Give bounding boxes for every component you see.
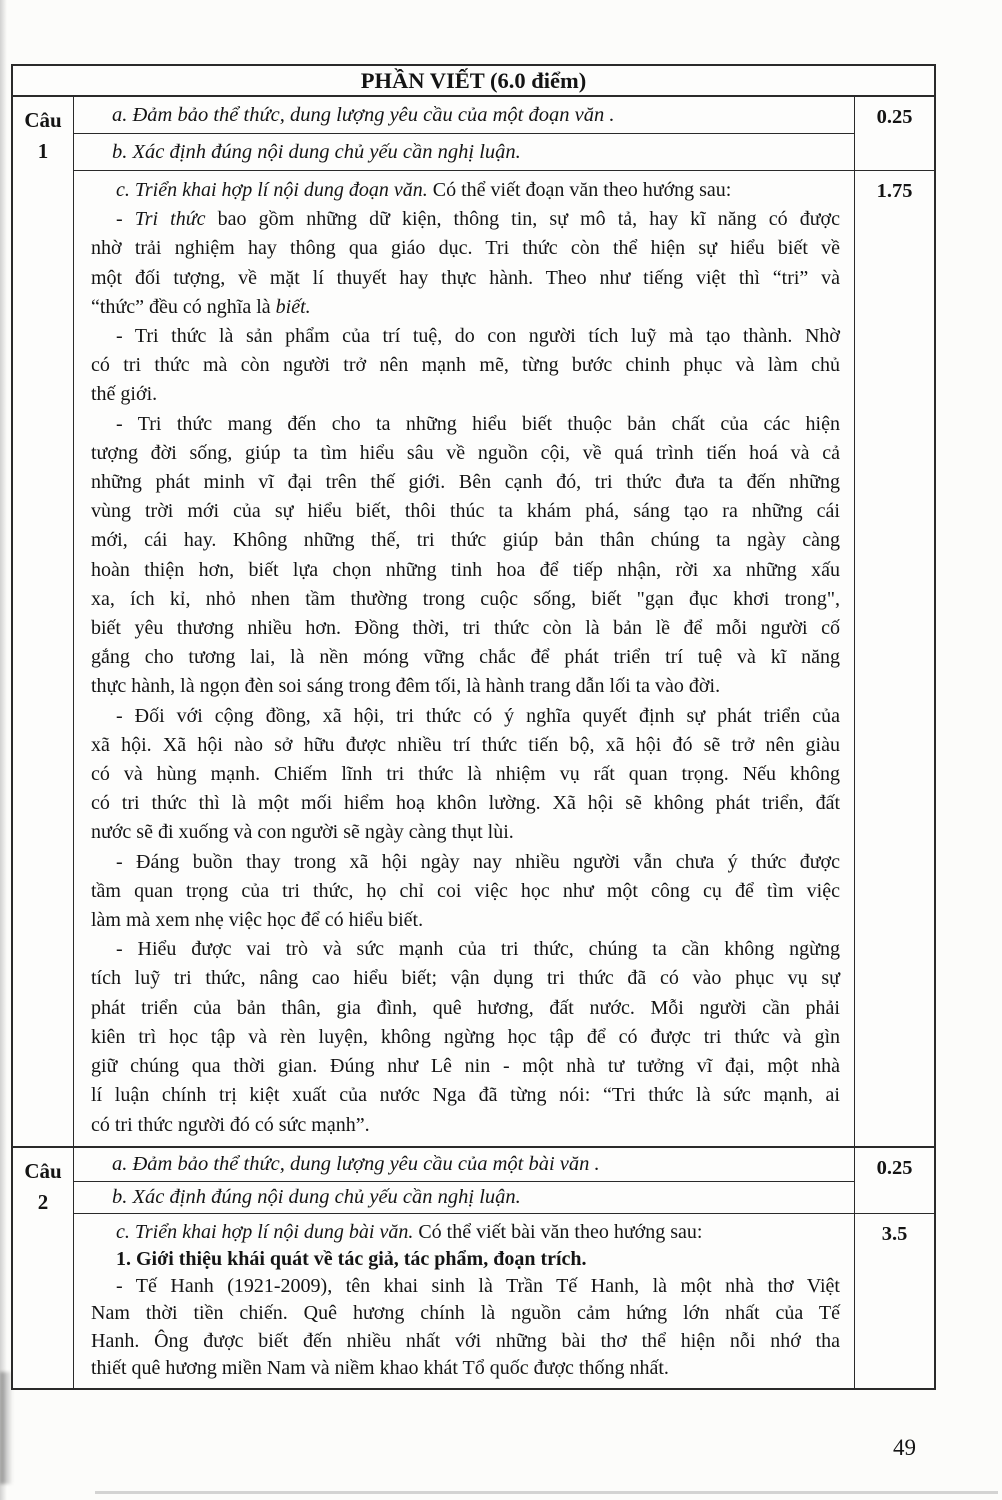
question-1-criterion-a-cell	[74, 97, 854, 134]
text-line	[91, 906, 840, 935]
text-run: tích luỹ tri thức, nâng cao hiểu biết; vận dụng tri thức đã có vào phục vụ sự	[91, 967, 840, 990]
table-header	[13, 66, 934, 97]
text-line	[91, 293, 840, 322]
text-run: những phát minh vĩ đại trên thế giới. Bên cạnh đó, tri thức đưa ta đến những	[91, 471, 840, 494]
text-run: có tri thức thì là một mối hiểm hoạ khôn lường. Xã hội sẽ không phát triển, đất	[91, 792, 840, 815]
question-2-score-ab-cell	[854, 1148, 934, 1214]
text-run: hoàn thiện hơn, biết lựa chọn những tinh hoa để tiếp nhận, rời xa những xấu	[91, 558, 840, 581]
text-line	[91, 994, 840, 1023]
text-run: - Tri thức mang đến cho ta những hiểu biết thuộc bản chất của các hiện	[116, 412, 840, 435]
text-line	[91, 468, 840, 497]
text-line	[91, 205, 840, 234]
section-title: PHẦN VIẾT (6.0 điểm)	[360, 68, 587, 93]
text-run: giữ chúng qua thời gian. Đúng như Lê nin - một nhà tư tưởng vĩ đại, một nhà	[91, 1055, 840, 1078]
text-run: - Tri thức là sản phẩm của trí tuệ, do con người tích luỹ mà tạo thành. Nhờ	[116, 325, 840, 348]
text-run: phát triển của bản thân, gia đình, quê hương, đất nước. Mỗi người cần phải	[91, 996, 840, 1019]
text-line	[91, 964, 840, 993]
text-line	[91, 672, 840, 701]
question-2-score-c-cell	[854, 1214, 934, 1388]
text-line	[91, 176, 840, 205]
text-line	[91, 1300, 840, 1327]
score-value: 0.25	[876, 106, 913, 128]
text-line	[91, 818, 840, 847]
text-run: có và hùng mạnh. Chiếm lĩnh tri thức là nhiệm vụ rất quan trọng. Nếu không	[91, 763, 840, 786]
question-2-label-cell	[13, 1148, 74, 1388]
question-1-block	[13, 97, 934, 1148]
text-line	[91, 848, 840, 877]
text-run: lí luận chính trị kiệt xuất của nước Nga đã từng nói: “Tri thức là sức mạnh, ai	[91, 1084, 840, 1107]
text-run: kiên trì học tập và rèn luyện, không ngừng học tập để có được tri thức và gìn	[91, 1025, 840, 1048]
text-line	[91, 1052, 840, 1081]
text-line	[91, 1273, 840, 1300]
question-2-block	[13, 1148, 934, 1388]
score-value: 1.75	[876, 180, 913, 202]
text-run: - Đáng buồn thay trong xã hội ngày nay nhiều người vẫn chưa ý thức được	[116, 850, 840, 873]
text-line	[91, 439, 840, 468]
question-1-score-ab-cell	[854, 97, 934, 171]
text-line	[91, 351, 840, 380]
text-run: - Đối với cộng đồng, xã hội, tri thức có ý nghĩa quyết định sự phát triển của	[116, 704, 840, 727]
text-run: “thức” đều có nghĩa là	[91, 295, 276, 318]
question-2-criterion-c-cell	[74, 1214, 854, 1388]
text-line	[91, 1023, 840, 1052]
text-line	[91, 643, 840, 672]
text-run: c. Triển khai hợp lí nội dung bài văn.	[116, 1220, 414, 1243]
grading-rubric-table	[11, 64, 936, 1390]
text-run: biết yêu thương nhiều hơn. Đồng thời, tri thức còn là bản lề để mỗi người cố	[91, 617, 840, 640]
text-line	[91, 410, 840, 439]
question-2-criterion-a-cell	[74, 1148, 854, 1182]
criterion-b-text: b. Xác định đúng nội dung chủ yếu cần nghị luận.	[112, 140, 521, 163]
text-line	[91, 585, 840, 614]
text-run: - Tế Hanh (1921-2009), tên khai sinh là Trần Tế Hanh, là một nhà thơ Việt	[116, 1275, 840, 1298]
text-run: -	[116, 208, 135, 231]
text-run: Có thể viết bài văn theo hướng sau:	[413, 1220, 703, 1243]
criterion-b-text: b. Xác định đúng nội dung chủ yếu cần nghị luận.	[112, 1185, 521, 1208]
text-line	[91, 789, 840, 818]
scan-artifact-left-edge	[0, 0, 7, 1500]
question-number: 2	[37, 1189, 49, 1214]
question-2-criterion-b-cell	[74, 1182, 854, 1214]
text-run: mới, cái hay. Không những thế, tri thức giúp bản thân chúng ta ngày càng	[91, 529, 840, 552]
text-line	[91, 1355, 840, 1382]
text-line	[91, 497, 840, 526]
text-run: gắng cho tương lai, là nền móng vững chắc để phát triển trí tuệ và kĩ năng	[91, 646, 840, 669]
text-run: - Hiểu được vai trò và sức mạnh của tri thức, chúng ta cần không ngừng	[116, 938, 840, 961]
page-number: 49	[893, 1435, 916, 1460]
text-run: thế giới.	[91, 383, 158, 406]
question-label: Câu	[24, 1158, 62, 1183]
criterion-c-body	[91, 176, 840, 1140]
text-run: vùng trời mới của sự hiểu biết, thôi thúc ta khám phá, sáng tạo ra những cái	[91, 500, 840, 523]
question-1-label-cell	[13, 97, 74, 1146]
text-line	[91, 877, 840, 906]
text-line	[91, 1111, 840, 1140]
text-line	[91, 526, 840, 555]
text-line	[91, 380, 840, 409]
text-run: thiết quê hương miền Nam và niềm khao khát Tổ quốc được thống nhất.	[91, 1356, 669, 1379]
text-run: c. Triển khai hợp lí nội dung đoạn văn.	[116, 179, 428, 201]
text-line	[91, 234, 840, 263]
text-run: Hanh. Ông được biết đến nhiều nhất với những bài thơ thể hiện nỗi nhớ tha	[91, 1329, 840, 1352]
text-line	[91, 322, 840, 351]
question-number: 1	[37, 139, 49, 163]
text-run: Nam thời tiền chiến. Quê hương chính là nguồn cảm hứng lớn nhất của Tế	[91, 1302, 840, 1325]
text-line	[91, 1246, 840, 1273]
criterion-a-text: a. Đảm bảo thể thức, dung lượng yêu cầu của một bài văn .	[112, 1152, 600, 1175]
text-line	[91, 760, 840, 789]
text-run: tượng đời sống, giúp ta tìm hiểu sâu về nguồn cội, về quá trình tiến hoá và cả	[91, 441, 840, 464]
text-line	[91, 614, 840, 643]
text-run: nước sẽ đi xuống và con người sẽ ngày càng thụt lùi.	[91, 821, 514, 844]
text-run: có tri thức người đó có sức mạnh”.	[91, 1113, 370, 1136]
text-line	[91, 1219, 840, 1246]
text-run: Có thể viết đoạn văn theo hướng sau:	[427, 179, 732, 201]
text-line	[91, 702, 840, 731]
criterion-a-text: a. Đảm bảo thể thức, dung lượng yêu cầu của một đoạn văn .	[112, 103, 615, 126]
text-run: làm mà xem nhẹ việc học để có hiểu biết.	[91, 909, 424, 932]
criterion-c-body	[91, 1219, 840, 1382]
text-line	[91, 1081, 840, 1110]
text-line	[91, 556, 840, 585]
text-run: Tri thức	[134, 208, 206, 231]
question-1-criterion-c-cell	[74, 171, 854, 1146]
text-run: có tri thức mà còn người trở nên mạnh mẽ, từng bước chinh phục và làm chủ	[91, 354, 840, 377]
scan-artifact-bottom-line	[95, 1491, 998, 1494]
text-run: xa, ích kỉ, nhỏ nhen tầm thường trong cuộc sống, biết "gạn đục khơi trong",	[91, 587, 840, 610]
question-1-score-c-cell	[854, 171, 934, 1146]
text-run: thực hành, là ngọn đèn soi sáng trong đêm tối, là hành trang dẫn lối ta vào đời.	[91, 675, 721, 698]
text-line	[91, 731, 840, 760]
question-1-criterion-b-cell	[74, 134, 854, 171]
text-run: nhờ trải nghiệm hay thông qua giáo dục. Tri thức còn thể hiện sự hiểu biết về	[91, 237, 840, 260]
score-value: 3.5	[881, 1222, 908, 1245]
text-run: tầm quan trọng của tri thức, họ chỉ coi việc học như một công cụ để tìm việc	[91, 879, 840, 902]
text-run: biết.	[275, 295, 311, 318]
text-run: một đối tượng, về mặt lí thuyết hay thực hành. Theo như tiếng việt thì “tri” và	[91, 266, 840, 289]
score-value: 0.25	[876, 1156, 913, 1179]
text-run: 1. Giới thiệu khái quát về tác giả, tác phẩm, đoạn trích.	[116, 1247, 587, 1270]
text-run: xã hội. Xã hội nào sở hữu được nhiều trí thức tiến bộ, xã hội đó sẽ trở nên giàu	[91, 733, 840, 756]
text-line	[91, 264, 840, 293]
text-line	[91, 935, 840, 964]
text-run: bao gồm những dữ kiện, thông tin, sự mô tả, hay kĩ năng có được	[205, 208, 840, 231]
question-label: Câu	[24, 108, 62, 132]
text-line	[91, 1328, 840, 1355]
